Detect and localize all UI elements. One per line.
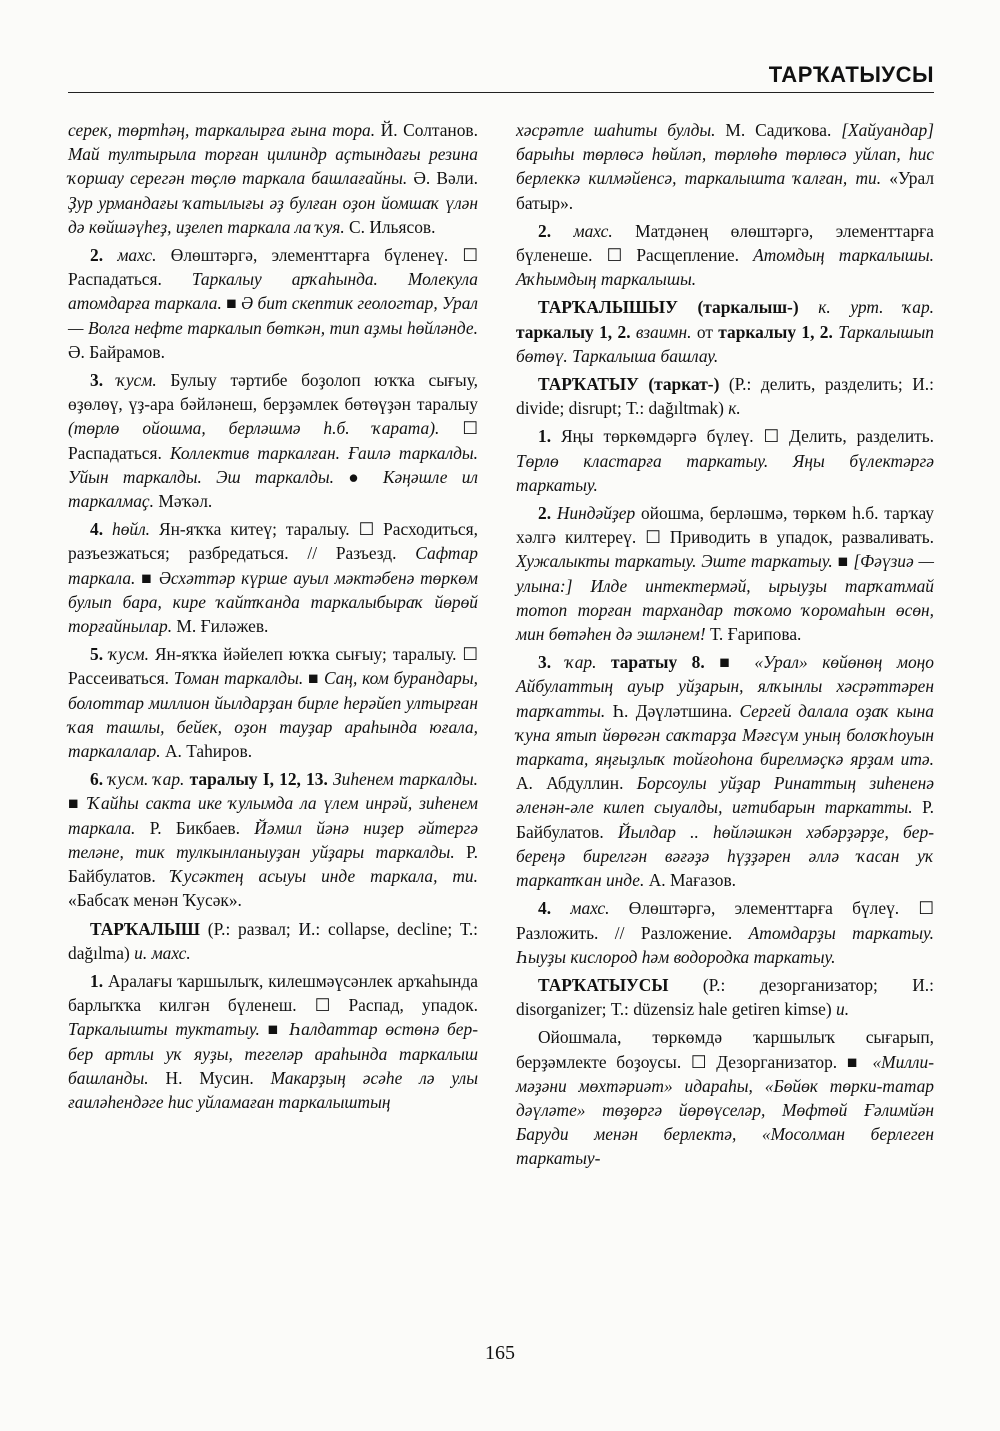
dictionary-paragraph: 2. махс. Матдәнең өлөштәргә, элементтарға бүленеше. ☐ Расщепление. Атомдың таркалышы. Аҡһымдың таркалышы.	[516, 220, 934, 290]
left-column	[68, 118, 478, 1118]
dictionary-paragraph: 5. ҡусм. Ян-яҡҡа йәйелеп юҡҡа сығыу; таралыу. ☐ Рассеиваться. Томан таркалды. ■ Саң, ком бурандары, болоттар миллион йылдарҙан бирле һерәйеп ултырған ҡая ташлы, бейек, оҙон тауҙар араһында юғала, таркалалар. А. Таһиров.	[68, 644, 478, 762]
dictionary-paragraph: Ойошмала, төркөмдә ҡаршылыҡ сығарып, берҙәмлекте боҙоусы. ☐ Дезорганизатор. ■ «Милли-мәҙәни мөхтәриәт» идараһы, «Бөйөк төрки-татар дәүләте» төҙөргә йөрөүселәр, Мөфтөй Ғәлимйән Баруди менән берлектә, «Мосолман берлеген таркатыу-	[516, 1027, 934, 1169]
right-column	[516, 118, 934, 1175]
dictionary-paragraph: хәсрәтле шаһиты булды. М. Садиҡова. [Хайуандар] барыһы төрлөсә һөйләп, төрлөһө төрлөсә уйлап, һис берлеккә килмәйенсә, таркалышта ҡалған, ти. «Урал батыр».	[516, 120, 934, 213]
page-number: 165	[485, 1342, 515, 1364]
dictionary-paragraph: 1. Аралағы ҡаршылыҡ, килешмәүсәнлек арҡаһында барлыҡҡа килгән бүленеш. ☐ Распад, упадок. Таркалышты туктатыу. ■ Һалдаттар өстөнә бер-бер артлы уҡ яуҙы, тегеләр араһында таркалыш башланды. Н. Мусин. Макарҙың әсәһе лә улы ғаиләһендәге һис уйламаған таркалыштың	[68, 970, 479, 1112]
dictionary-paragraph: ТАРҠАТЫУСЫ (Р.: дезорганизатор; И.: disorganizer; Т.: düzensiz hale getiren kimse) и.	[516, 974, 934, 1020]
dictionary-paragraph: серек, төртһәң, таркалырға ғына тора. Й. Солтанов. Май тултырыла торған цилиндр аҫтындағы резина ҡоршау серегән төҫлө таркала башлағайны. Ә. Вәли. Ҙур урмандағы ҡатылығы әҙ булған оҙон йомшаҡ үлән дә көйшәүһеҙ, иҙелеп таркала ла ҡуя. С. Ильясов.	[68, 120, 478, 237]
running-header-title: ТАРҠАТЫУСЫ	[768, 62, 934, 87]
dictionary-paragraph: 4. махс. Өлөштәргә, элементтарға бүлеү. ☐ Разложить. // Разложение. Атомдарҙы таркатыу. Һыуҙы кислород һәм водородка таркатыу.	[516, 898, 935, 967]
dictionary-paragraph: 2. махс. Өлөштәргә, элементтарға бүленеү. ☐ Распадаться. Таркалыу арҡаһында. Молекула атомдарға таркала. ■ Ә бит скептик геологтар, Урал — Волга нефте таркалып бөткән, тип аҙмы һөйләнде. Ә. Байрамов.	[68, 245, 479, 362]
dictionary-paragraph: ТАРҠАТЫУ (таркат-) (Р.: делить, разделить; И.: divide; disrupt; Т.: dağıltmak) к.	[516, 374, 934, 419]
dictionary-paragraph: 3. ҡусм. Булыу тәртибе боҙолоп юҡҡа сығыу, өҙөлөү, үҙ-ара бәйләнеш, берҙәмлек бөтөүҙән таралыу (төрлө ойошма, берләшмә һ.б. ҡарата). ☐ Распадаться. Коллектив таркалған. Ғаилә таркалды. Уйын таркалды. Эш таркалды. ● Кәңәшле ил таркалмаҫ. Мәҡәл.	[68, 370, 478, 512]
dictionary-paragraph: 3. ҡар. таратыу 8. ■ «Урал» көйөнөң моңо Айбулаттың ауыр уйҙарын, ялҡынлы хәсрәттәрен тарҡатты. Һ. Дәүләтшина. Сергей далала оҙаҡ кына ҡуна ятып йөрөгән саҡтарҙа Мәғсүм уның болоҡһоуын тарката, яңғыҙлыҡ тойғоһона бирелмәҫкә ярҙам итә. А. Абдуллин. Борсоулы уйҙар Ринаттың зиһененә әленән-әле килеп сыуалды, иғтибарын таркатты. Р. Байбулатов. Йылдар .. һөйләшкән хәбәрҙәрҙе, бер-береңә бирелгән вәғәҙә һүҙҙәрен әллә ҡасан уҡ таркатҡан инде. А. Мағазов.	[516, 652, 934, 891]
dictionary-paragraph: 2. Ниндәйҙер ойошма, берләшмә, төркөм һ.б. тарҡау хәлгә килтереү. ☐ Приводить в упадок, разваливать. Хужалыкты таркатыу. Эште таркатыу. ■ [Фәүзиә — улына:] Илде интектермәй, ырыуҙы тарҡатмай тотоп торған тархандар тоҡомо ҡоромаһын өсөн, мин бөтәһен дә эшләнем! Т. Ғарипова.	[516, 503, 934, 645]
dictionary-paragraph: ТАРҠАЛЫШ (Р.: развал; И.: collapse, decline; Т.: dağılma) и. махс.	[68, 918, 478, 963]
running-header	[68, 60, 934, 93]
dictionary-paragraph: 6. ҡусм. ҡар. таралыу I, 12, 13. Зиһенем таркалды. ■ Ҡайһы сакта ике ҡулымда ла үлем инрәй, зиһенем таркала. Р. Бикбаев. Йәмил йәнә ниҙер әйтергә теләне, тик тулкынланыуҙан уйҙары таркалды. Р. Байбулатов. Ҡусәктең асыуы инде таркала, ти. «Бабсаҡ менән Ҡусәк».	[68, 769, 479, 911]
dictionary-paragraph: ТАРҠАЛЫШЫУ (таркалыш-) к. урт. ҡар. таркалыу 1, 2. взаимн. от таркалыу 1, 2. Таркалышып бөтөү. Таркалыша башлау.	[516, 297, 934, 366]
dictionary-paragraph: 4. һөйл. Ян-яҡҡа китеү; таралыу. ☐ Расходиться, разъезжаться; разбредаться. // Разъезд. Сафтар таркала. ■ Әсхәттәр күрше ауыл мәктәбенә төркөм булып бара, кире ҡайтҡанда таркалыбыраҡ йөрөй торғайнылар. М. Ғиләжев.	[68, 519, 478, 637]
dictionary-paragraph: 1. Яңы төркөмдәргә бүлеү. ☐ Делить, разделить. Төрлө кластарға таркатыу. Яңы бүлектәргә таркатыу.	[516, 426, 934, 495]
